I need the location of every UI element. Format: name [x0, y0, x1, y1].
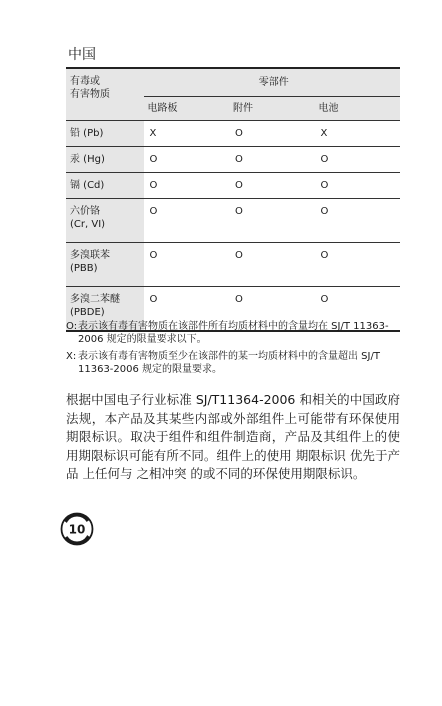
substance-symbol: (Cr, VI): [70, 219, 106, 230]
hazardous-substance-table: [66, 67, 400, 332]
column-header-accessories: 附件: [229, 97, 314, 121]
substance-name: 镉 (Cd): [66, 173, 144, 199]
note-o: [66, 320, 400, 346]
table-row: [66, 173, 400, 199]
table-cell: O: [314, 173, 400, 199]
table-notes: [66, 320, 400, 380]
table-row: [66, 243, 400, 287]
column-header-battery: 电池: [314, 97, 400, 121]
table-cell: O: [144, 173, 229, 199]
note-text: 表示该有毒有害物质在该部件所有均质材料中的含量均在 SJ/T 11363-2006 规定的限量要求以下。: [78, 321, 389, 345]
column-header-circuit-board: 电路板: [144, 97, 229, 121]
table-cell: O: [229, 121, 314, 147]
environment-protection-use-period-icon: [60, 512, 94, 546]
table-cell: O: [314, 243, 400, 287]
corner-header-line1: 有毒或: [70, 76, 100, 87]
table-cell: O: [144, 199, 229, 243]
substance-symbol: (PBDE): [70, 307, 105, 318]
table-row: [66, 199, 400, 243]
note-text: 表示该有毒有害物质至少在该部件的某一均质材料中的含量超出 SJ/T 11363-2006 规定的限量要求。: [78, 351, 380, 375]
table-cell: O: [229, 173, 314, 199]
table-row: [66, 147, 400, 173]
table-row: [66, 121, 400, 147]
note-x: [66, 350, 400, 376]
table-cell: O: [314, 147, 400, 173]
component-group-header: 零部件: [144, 68, 400, 97]
table-cell: O: [314, 199, 400, 243]
table-cell: O: [314, 287, 400, 332]
substance-name-cell: [66, 243, 144, 287]
substance-symbol: (PBB): [70, 263, 98, 274]
substance-name: 六价铬: [70, 206, 100, 217]
substance-name: 多溴二苯醚: [70, 294, 120, 305]
table-cell: O: [229, 199, 314, 243]
substance-name: 铅 (Pb): [66, 121, 144, 147]
substance-name: 汞 (Hg): [66, 147, 144, 173]
table-cell: X: [314, 121, 400, 147]
note-key: O:: [66, 321, 78, 332]
note-key: X:: [66, 351, 77, 362]
table-cell: O: [144, 147, 229, 173]
substance-name: 多溴联苯: [70, 250, 110, 261]
table-cell: O: [144, 243, 229, 287]
body-paragraph: 根据中国电子行业标准 SJ/T11364-2006 和相关的中国政府法规，本产品及其某些内部或外部组件上可能带有环保使用期限标识。取决于组件和组件制造商，产品及其组件上的使用期限标识可能有所不同。组件上的使用 期限标识 优先于产品 上任何与 之相冲突 的或不同的环保使用期限标识。: [66, 392, 400, 481]
table-cell: O: [229, 243, 314, 287]
table-cell: O: [144, 287, 229, 332]
table-cell: O: [229, 147, 314, 173]
table-cell: X: [144, 121, 229, 147]
corner-header-cell: [66, 68, 144, 121]
table-cell: O: [229, 287, 314, 332]
page-title: 中国: [68, 47, 96, 63]
corner-header-line2: 有害物质: [70, 89, 110, 100]
substance-name-cell: [66, 199, 144, 243]
epup-number: 10: [68, 522, 86, 537]
